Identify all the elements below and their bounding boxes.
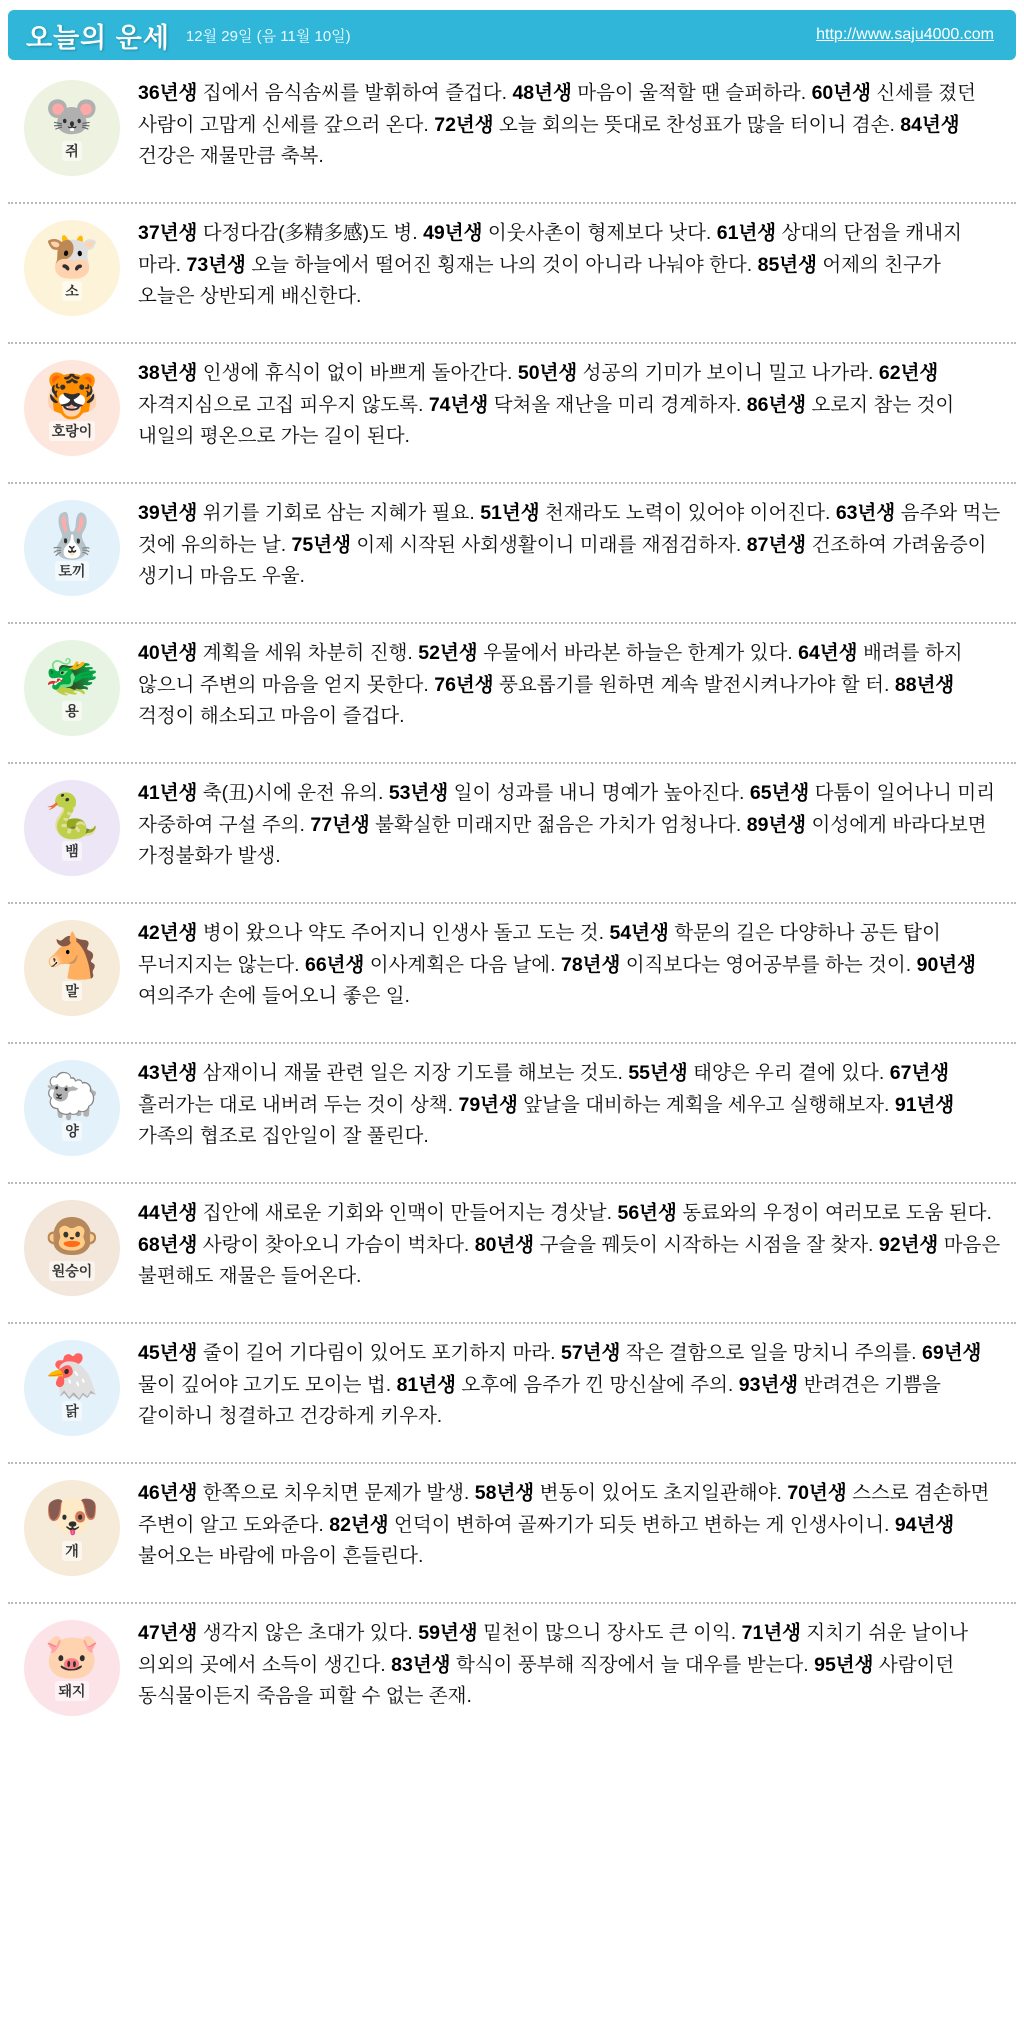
dragon-icon-glyph: 🐲 [44, 652, 100, 701]
birth-year-label: 65년생 [749, 782, 810, 804]
snake-icon [24, 780, 120, 876]
birth-year-label: 90년생 [916, 953, 976, 976]
fortune-sentence: 밑천이 많으니 장사도 큰 이익. [483, 1622, 737, 1644]
zodiac-label: 호랑이 [49, 421, 96, 441]
fortune-text [136, 1616, 1016, 1715]
zodiac-row [8, 764, 1016, 904]
fortune-text [136, 636, 1016, 735]
fortune-sentence: 물이 깊어야 고기도 모이는 법. [138, 1373, 392, 1396]
birth-year-label: 39년생 [138, 502, 198, 524]
birth-year-label: 46년생 [138, 1482, 198, 1504]
fortune-sentence: 반려견은 기쁨을 같이하니 청결하고 건강하게 키우자. [138, 1373, 941, 1428]
fortune-sentence: 건조하여 가려움증이 생기니 마음도 우울. [138, 533, 987, 588]
birth-year-label: 85년생 [757, 253, 817, 276]
fortune-sentence: 오로지 참는 것이 내일의 평온으로 가는 길이 된다. [138, 393, 955, 448]
zodiac-label: 돼지 [55, 1681, 88, 1701]
fortune-sentence: 지치기 쉬운 날이나 의외의 곳에서 소득이 생긴다. [138, 1622, 968, 1676]
ox-icon-glyph: 🐮 [44, 232, 100, 281]
birth-year-label: 57년생 [560, 1342, 621, 1364]
fortune-sentence: 배려를 하지 않으니 주변의 마음을 얻지 못한다. [138, 642, 963, 696]
tiger-icon [24, 360, 120, 456]
fortune-sentence: 일이 성과를 내니 명예가 높아진다. [453, 782, 745, 804]
dragon-icon [24, 640, 120, 736]
zodiac-row [8, 1044, 1016, 1184]
birth-year-label: 68년생 [138, 1233, 198, 1256]
birth-year-label: 60년생 [811, 82, 871, 104]
zodiac-icon-cell [8, 1336, 136, 1436]
fortune-sentence: 앞날을 대비하는 계획을 세우고 실행해보자. [523, 1093, 890, 1116]
birth-year-label: 49년생 [423, 222, 483, 244]
sheep-icon-glyph: 🐑 [44, 1072, 100, 1121]
birth-year-label: 43년생 [138, 1062, 198, 1084]
zodiac-label: 개 [62, 1541, 82, 1561]
birth-year-label: 86년생 [746, 393, 807, 416]
zodiac-icon-cell [8, 1056, 136, 1156]
birth-year-label: 54년생 [609, 922, 669, 944]
fortune-sentence: 이제 시작된 사회생활이니 미래를 재점검하자. [356, 533, 742, 556]
birth-year-label: 42년생 [138, 922, 198, 944]
zodiac-label: 닭 [62, 1401, 82, 1421]
fortune-sentence: 가족의 협조로 집안일이 잘 풀린다. [138, 1125, 429, 1148]
fortune-sentence: 집에서 음식솜씨를 발휘하여 즐겁다. [202, 82, 508, 104]
fortune-sentence: 태양은 우리 곁에 있다. [693, 1062, 885, 1084]
birth-year-label: 37년생 [138, 222, 198, 244]
birth-year-label: 91년생 [894, 1093, 955, 1116]
fortune-sentence: 계획을 세워 차분히 진행. [202, 642, 413, 664]
fortune-sentence: 어제의 친구가 오늘은 상반되게 배신한다. [138, 253, 941, 308]
fortune-sentence: 상대의 단점을 캐내지 마라. [138, 222, 962, 276]
birth-year-label: 58년생 [474, 1482, 535, 1504]
fortune-sentence: 작은 결함으로 일을 망치니 주의를. [625, 1342, 917, 1364]
pig-icon [24, 1620, 120, 1716]
birth-year-label: 41년생 [138, 782, 198, 804]
zodiac-row [8, 64, 1016, 204]
birth-year-label: 71년생 [741, 1622, 801, 1644]
birth-year-label: 75년생 [291, 533, 351, 556]
snake-icon-glyph: 🐍 [44, 792, 100, 841]
horse-icon [24, 920, 120, 1016]
zodiac-row [8, 1464, 1016, 1604]
zodiac-rows [8, 64, 1016, 1744]
birth-year-label: 78년생 [560, 953, 621, 976]
birth-year-label: 56년생 [617, 1202, 677, 1224]
dog-icon-glyph: 🐶 [44, 1492, 100, 1541]
birth-year-label: 95년생 [814, 1653, 874, 1676]
zodiac-row [8, 484, 1016, 624]
fortune-sentence: 오후에 음주가 낀 망신살에 주의. [461, 1373, 734, 1396]
header-date: 12월 29일 (음 11월 10일) [185, 27, 351, 45]
birth-year-label: 84년생 [900, 113, 960, 136]
fortune-sentence: 생각지 않은 초대가 있다. [202, 1622, 413, 1644]
fortune-sentence: 줄이 길어 기다림이 있어도 포기하지 마라. [202, 1342, 556, 1364]
tiger-icon-glyph: 🐯 [44, 372, 100, 421]
fortune-sentence: 사랑이 찾아오니 가슴이 벅차다. [202, 1233, 470, 1256]
birth-year-label: 53년생 [388, 782, 449, 804]
birth-year-label: 48년생 [512, 82, 572, 104]
birth-year-label: 51년생 [480, 502, 540, 524]
fortune-sentence: 사람이던 동식물이든지 죽음을 피할 수 없는 존재. [138, 1653, 955, 1708]
fortune-text [136, 1196, 1016, 1295]
zodiac-icon-cell [8, 1196, 136, 1296]
birth-year-label: 80년생 [474, 1233, 535, 1256]
birth-year-label: 69년생 [922, 1342, 982, 1364]
rat-icon-glyph: 🐭 [44, 92, 100, 141]
fortune-text [136, 1056, 1016, 1155]
fortune-sentence: 마음은 불편해도 재물은 들어온다. [138, 1233, 1001, 1288]
fortune-sentence: 구슬을 꿰듯이 시작하는 시점을 잘 찾자. [539, 1233, 874, 1256]
birth-year-label: 67년생 [889, 1062, 950, 1084]
zodiac-icon-cell [8, 1476, 136, 1576]
birth-year-label: 73년생 [186, 253, 246, 276]
pig-icon-glyph: 🐷 [44, 1632, 100, 1681]
site-url-link[interactable]: http://www.saju4000.com [816, 26, 994, 43]
fortune-sentence: 다툼이 일어나니 미리 자중하여 구설 주의. [138, 782, 996, 836]
fortune-text [136, 776, 1016, 875]
birth-year-label: 87년생 [746, 533, 807, 556]
rabbit-icon-glyph: 🐰 [44, 512, 100, 561]
fortune-sentence: 병이 왔으나 약도 주어지니 인생사 돌고 도는 것. [202, 922, 605, 944]
birth-year-label: 82년생 [329, 1513, 389, 1536]
zodiac-label: 토끼 [55, 561, 88, 581]
birth-year-label: 89년생 [746, 813, 807, 836]
fortune-sentence: 오늘 하늘에서 떨어진 횡재는 나의 것이 아니라 나눠야 한다. [251, 253, 753, 276]
zodiac-label: 양 [62, 1121, 82, 1141]
fortune-text [136, 76, 1016, 175]
birth-year-label: 79년생 [458, 1093, 518, 1116]
fortune-sentence: 이웃사촌이 형제보다 낫다. [487, 222, 712, 244]
birth-year-label: 66년생 [304, 953, 365, 976]
fortune-sentence: 우물에서 바라본 하늘은 한계가 있다. [483, 642, 793, 664]
zodiac-icon-cell [8, 1616, 136, 1716]
fortune-sentence: 변동이 있어도 초지일관해야. [539, 1482, 782, 1504]
fortune-sentence: 동료와의 우정이 여러모로 도움 된다. [682, 1202, 992, 1224]
birth-year-label: 52년생 [418, 642, 478, 664]
fortune-sentence: 풍요롭기를 원하면 계속 발전시켜나가야 할 터. [499, 673, 890, 696]
dog-icon [24, 1480, 120, 1576]
fortune-sentence: 천재라도 노력이 있어야 이어진다. [545, 502, 831, 524]
zodiac-row [8, 204, 1016, 344]
zodiac-label: 용 [62, 701, 82, 721]
zodiac-label: 쥐 [62, 141, 82, 161]
fortune-sentence: 불확실한 미래지만 젊음은 가치가 엄청나다. [375, 813, 742, 836]
fortune-text [136, 1476, 1016, 1575]
birth-year-label: 63년생 [835, 502, 896, 524]
birth-year-label: 59년생 [418, 1622, 478, 1644]
zodiac-row [8, 1184, 1016, 1324]
zodiac-label: 말 [62, 981, 82, 1001]
fortune-sentence: 여의주가 손에 들어오니 좋은 일. [138, 985, 410, 1008]
fortune-sentence: 불어오는 바람에 마음이 흔들린다. [138, 1545, 424, 1568]
zodiac-label: 소 [62, 281, 82, 301]
fortune-sentence: 언덕이 변하여 골짜기가 되듯 변하고 변하는 게 인생사이니. [394, 1513, 890, 1536]
fortune-sentence: 성공의 기미가 보이니 밀고 나가라. [582, 362, 874, 384]
zodiac-row [8, 904, 1016, 1044]
fortune-text [136, 1336, 1016, 1435]
fortune-sentence: 걱정이 해소되고 마음이 즐겁다. [138, 705, 405, 728]
zodiac-label: 뱀 [62, 841, 82, 861]
birth-year-label: 45년생 [138, 1342, 198, 1364]
zodiac-label: 원숭이 [49, 1261, 96, 1281]
fortune-text [136, 216, 1016, 315]
fortune-sentence: 삼재이니 재물 관련 일은 지장 기도를 해보는 것도. [202, 1062, 623, 1084]
zodiac-row [8, 1604, 1016, 1744]
fortune-sentence: 오늘 회의는 뜻대로 찬성표가 많을 터이니 겸손. [499, 113, 895, 136]
zodiac-row [8, 624, 1016, 764]
fortune-sentence: 마음이 울적할 땐 슬퍼하라. [577, 82, 807, 104]
birth-year-label: 55년생 [628, 1062, 688, 1084]
birth-year-label: 38년생 [138, 362, 198, 384]
fortune-sentence: 이사계획은 다음 날에. [369, 953, 556, 976]
fortune-sentence: 흘러가는 대로 내버려 두는 것이 상책. [138, 1093, 454, 1116]
fortune-text [136, 916, 1016, 1015]
zodiac-row [8, 344, 1016, 484]
birth-year-label: 44년생 [138, 1202, 198, 1224]
rat-icon [24, 80, 120, 176]
birth-year-label: 40년생 [138, 642, 198, 664]
birth-year-label: 93년생 [738, 1373, 799, 1396]
birth-year-label: 72년생 [434, 113, 494, 136]
birth-year-label: 47년생 [138, 1622, 198, 1644]
ox-icon [24, 220, 120, 316]
birth-year-label: 50년생 [517, 362, 578, 384]
birth-year-label: 64년생 [798, 642, 858, 664]
birth-year-label: 83년생 [391, 1653, 451, 1676]
zodiac-icon-cell [8, 636, 136, 736]
zodiac-row [8, 1324, 1016, 1464]
fortune-sentence: 음주와 먹는 것에 유의하는 날. [138, 502, 1001, 556]
fortune-sentence: 위기를 기회로 삼는 지혜가 필요. [202, 502, 475, 524]
fortune-sentence: 학식이 풍부해 직장에서 늘 대우를 받는다. [455, 1653, 809, 1676]
fortune-sentence: 신세를 졌던 사람이 고맙게 신세를 갚으러 온다. [138, 82, 976, 136]
horse-icon-glyph: 🐴 [44, 932, 100, 981]
zodiac-icon-cell [8, 216, 136, 316]
fortune-text [136, 356, 1016, 455]
rooster-icon-glyph: 🐔 [44, 1352, 100, 1401]
rabbit-icon [24, 500, 120, 596]
zodiac-icon-cell [8, 76, 136, 176]
birth-year-label: 62년생 [878, 362, 939, 384]
monkey-icon [24, 1200, 120, 1296]
fortune-sentence: 집안에 새로운 기회와 인맥이 만들어지는 경삿날. [202, 1202, 613, 1224]
fortune-sentence: 다정다감(多精多感)도 병. [202, 222, 418, 244]
rooster-icon [24, 1340, 120, 1436]
fortune-sentence: 자격지심으로 고집 피우지 않도록. [138, 393, 424, 416]
page-title: 오늘의 운세 [26, 22, 170, 53]
zodiac-icon-cell [8, 356, 136, 456]
birth-year-label: 36년생 [138, 82, 198, 104]
fortune-sentence: 이성에게 바라다보면 가정불화가 발생. [138, 813, 987, 868]
page-header [8, 10, 1016, 60]
zodiac-icon-cell [8, 496, 136, 596]
fortune-text [136, 496, 1016, 595]
birth-year-label: 92년생 [878, 1233, 939, 1256]
fortune-sentence: 건강은 재물만큼 축복. [138, 145, 324, 168]
birth-year-label: 94년생 [894, 1513, 955, 1536]
zodiac-icon-cell [8, 916, 136, 1016]
birth-year-label: 81년생 [396, 1373, 456, 1396]
birth-year-label: 77년생 [310, 813, 370, 836]
fortune-sentence: 인생에 휴식이 없이 바쁘게 돌아간다. [202, 362, 513, 384]
monkey-icon-glyph: 🐵 [44, 1212, 100, 1261]
birth-year-label: 76년생 [434, 673, 494, 696]
fortune-sentence: 축(丑)시에 운전 유의. [202, 782, 384, 804]
fortune-sentence: 이직보다는 영어공부를 하는 것이. [625, 953, 912, 976]
birth-year-label: 88년생 [894, 673, 955, 696]
sheep-icon [24, 1060, 120, 1156]
birth-year-label: 74년생 [428, 393, 489, 416]
fortune-sentence: 한쪽으로 치우치면 문제가 발생. [202, 1482, 470, 1504]
fortune-sentence: 닥쳐올 재난을 미리 경계하자. [493, 393, 742, 416]
birth-year-label: 70년생 [787, 1482, 847, 1504]
zodiac-icon-cell [8, 776, 136, 876]
fortune-sentence: 학문의 길은 다양하나 공든 탑이 무너지지는 않는다. [138, 922, 941, 976]
birth-year-label: 61년생 [716, 222, 777, 244]
fortune-sentence: 스스로 겸손하면 주변이 알고 도와준다. [138, 1482, 990, 1536]
